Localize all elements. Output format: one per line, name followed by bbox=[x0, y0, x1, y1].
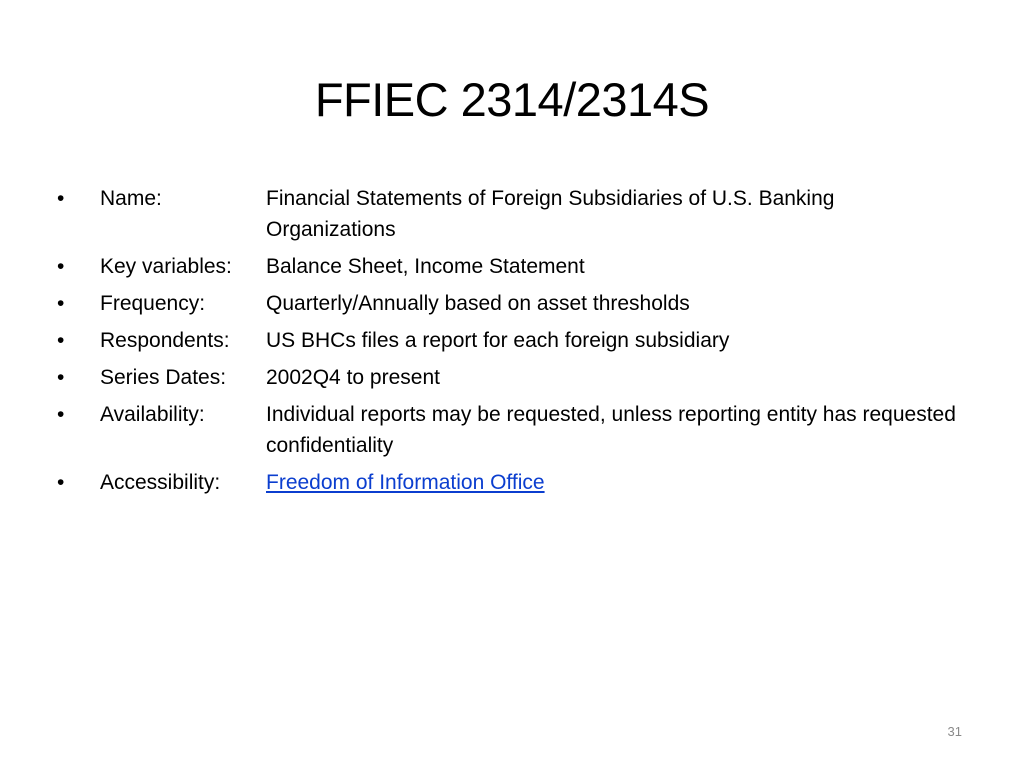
item-label: Frequency: bbox=[100, 292, 206, 315]
page-number: 31 bbox=[947, 724, 962, 739]
item-value: 2002Q4 to present bbox=[266, 366, 440, 389]
list-item-key-variables bbox=[57, 251, 957, 282]
bullet-icon: • bbox=[57, 366, 65, 389]
bullet-icon: • bbox=[57, 187, 65, 210]
item-value: Financial Statements of Foreign Subsidiaries of U.S. Banking Organizations bbox=[266, 187, 835, 241]
item-value: Individual reports may be requested, unless reporting entity has requested confidentiality bbox=[266, 403, 956, 457]
item-value: US BHCs files a report for each foreign subsidiary bbox=[266, 329, 730, 352]
bullet-icon: • bbox=[57, 329, 65, 352]
item-label: Respondents: bbox=[100, 329, 230, 352]
list-item-accessibility bbox=[57, 467, 957, 498]
item-value: Balance Sheet, Income Statement bbox=[266, 255, 585, 278]
bullet-icon: • bbox=[57, 292, 65, 315]
item-label: Series Dates: bbox=[100, 366, 227, 389]
item-value: Quarterly/Annually based on asset thresholds bbox=[266, 292, 690, 315]
item-label: Availability: bbox=[100, 403, 205, 426]
item-label: Accessibility: bbox=[100, 471, 221, 494]
bullet-icon: • bbox=[57, 255, 65, 278]
list-item-name bbox=[57, 183, 957, 245]
bullet-icon: • bbox=[57, 403, 65, 426]
foia-office-link[interactable]: Freedom of Information Office bbox=[266, 471, 545, 494]
bullet-icon: • bbox=[57, 471, 65, 494]
slide-title: FFIEC 2314/2314S bbox=[314, 73, 710, 126]
list-item-frequency bbox=[57, 288, 957, 319]
bullet-list bbox=[57, 183, 957, 504]
list-item-respondents bbox=[57, 325, 957, 356]
list-item-availability bbox=[57, 399, 957, 461]
item-label: Key variables: bbox=[100, 255, 232, 278]
item-value-container bbox=[266, 467, 957, 498]
list-item-series-dates bbox=[57, 362, 957, 393]
item-label: Name: bbox=[100, 187, 162, 210]
